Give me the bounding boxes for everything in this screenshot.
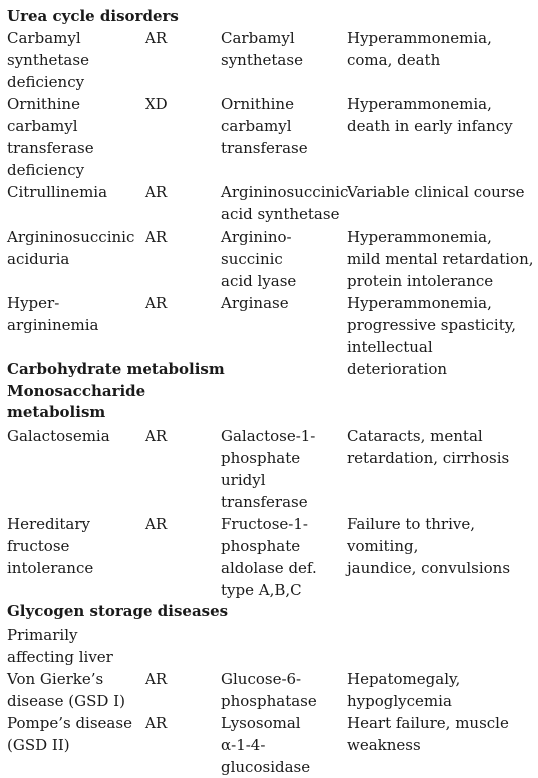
enzyme: Galactose-1- phosphate uridyl transferase bbox=[221, 427, 316, 511]
inheritance: AR bbox=[145, 183, 168, 201]
enzyme: Argininosuccinic acid synthetase bbox=[221, 183, 349, 223]
enzyme: Fructose-1- phosphate aldolase def. type A,B,C bbox=[221, 515, 317, 599]
inheritance: AR bbox=[145, 228, 168, 246]
inheritance: AR bbox=[145, 427, 168, 445]
inheritance: AR bbox=[145, 714, 168, 732]
disorder-name: Galactosemia bbox=[7, 427, 110, 445]
clinical-features: Variable clinical course bbox=[347, 183, 525, 201]
enzyme: Carbamyl synthetase bbox=[221, 29, 303, 69]
clinical-features: Hyperammonemia, progressive spasticity, intellectual deterioration bbox=[347, 294, 517, 378]
disorder-name: Von Gierke’s disease (GSD I) bbox=[7, 670, 125, 710]
inheritance: AR bbox=[145, 29, 168, 47]
section-heading-carbohydrate: Carbohydrate metabolism bbox=[7, 360, 225, 378]
disorder-name: Citrullinemia bbox=[7, 183, 108, 201]
inheritance: XD bbox=[145, 95, 168, 113]
disorder-name: Hyper- argininemia bbox=[7, 294, 99, 334]
disorder-name: Argininosuccinic aciduria bbox=[7, 228, 135, 268]
disorder-name: Pompe’s disease (GSD II) bbox=[7, 714, 132, 754]
enzyme: Arginase bbox=[221, 294, 289, 312]
clinical-features: Failure to thrive, vomiting, jaundice, convulsions bbox=[347, 515, 511, 577]
disorder-name: Hereditary fructose intolerance bbox=[7, 515, 94, 577]
clinical-features: Cataracts, mental retardation, cirrhosis bbox=[347, 427, 510, 467]
clinical-features: Hyperammonemia, mild mental retardation, protein intolerance bbox=[347, 228, 534, 290]
enzyme: Lysosomal α-1-4- glucosidase bbox=[221, 714, 311, 776]
enzyme: Ornithine carbamyl transferase bbox=[221, 95, 308, 157]
clinical-features: Hyperammonemia, coma, death bbox=[347, 29, 492, 69]
disorder-name: Carbamyl synthetase deficiency bbox=[7, 29, 89, 91]
disorder-group-label: Primarily affecting liver bbox=[7, 626, 113, 666]
inheritance: AR bbox=[145, 670, 168, 688]
enzyme: Glucose-6- phosphatase bbox=[221, 670, 317, 710]
clinical-features: Hyperammonemia, death in early infancy bbox=[347, 95, 513, 135]
clinical-features: Heart failure, muscle weakness bbox=[347, 714, 509, 754]
subsection-heading-monosaccharide: Monosaccharide metabolism bbox=[7, 382, 146, 421]
inheritance: AR bbox=[145, 515, 168, 533]
inheritance: AR bbox=[145, 294, 168, 312]
clinical-features: Hepatomegaly, hypoglycemia bbox=[347, 670, 461, 710]
enzyme: Arginino- succinic acid lyase bbox=[221, 228, 297, 290]
disorder-name: Ornithine carbamyl transferase deficiency bbox=[7, 95, 94, 179]
section-heading-glycogen-storage: Glycogen storage diseases bbox=[7, 602, 229, 620]
section-heading-urea-cycle: Urea cycle disorders bbox=[7, 7, 179, 25]
